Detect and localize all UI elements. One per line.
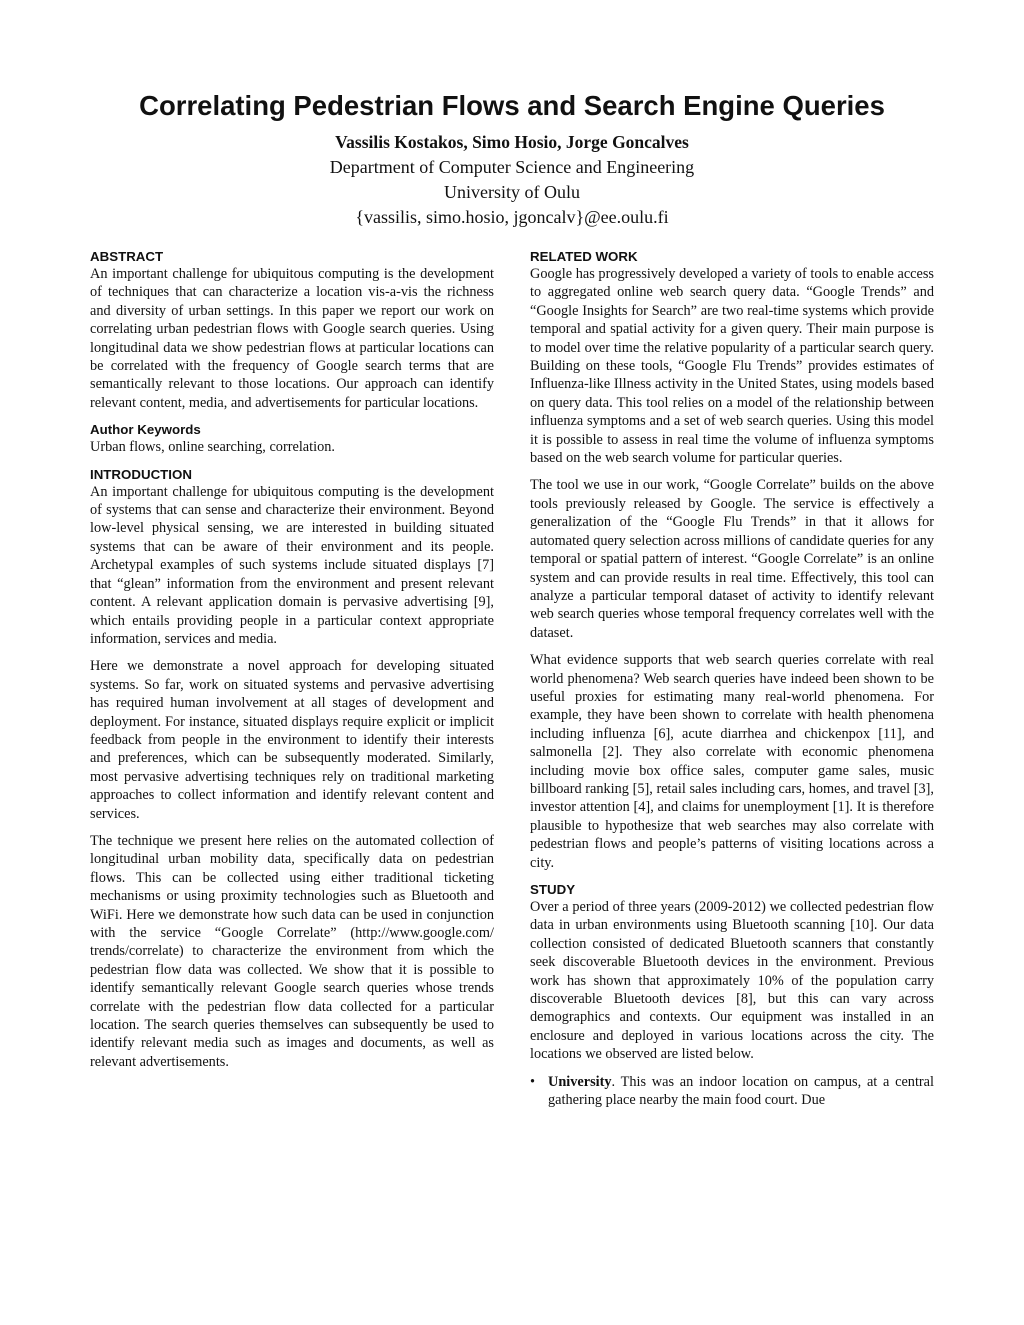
left-column [90, 248, 494, 1080]
list-item-term: University [548, 1073, 612, 1090]
introduction-paragraph: The technique we present here relies on the automated collection of longitudinal urban mobility data, specifically data on pedestrian flows. This can be collected using either traditional ticketing mechanisms or using proximity technologies such as Bluetooth and WiFi. Here we demonstrate how such data can be used in conjunction with the service “Google Correlate” (http://www.google.com/ trends/correlate) to characterize the environment from which the pedestrian flow data was collected. We show that it is possible to identify semantically relevant Google search queries whose trends correlate with the pedestrian flow data collected for a particular location. The search queries themselves can subsequently be used to identify relevant media such as images and documents, as well as relevant advertisements. [90, 832, 494, 1070]
keywords-heading: Author Keywords [90, 422, 201, 438]
related-work-paragraph: Google has progressively developed a variety of tools to enable access to aggregated online web search query data. “Google Trends” and “Google Insights for Search” are two real-time systems which provide temporal and spatial activity for a given query. Their main purpose is to model over time the relative popularity of a particular search query. Building on these tools, “Google Flu Trends” provides estimates of Influenza-like Illness activity in the United States, using models based on query data. This tool relies on a model of the relationship between influenza symptoms and a set of web search queries. Using this model it is possible to assess in real time the volume of influenza symptoms based on the web search volume for particular queries. [530, 266, 934, 467]
abstract-heading: ABSTRACT [90, 249, 164, 264]
bullet-icon: • [530, 1073, 536, 1090]
abstract-text: An important challenge for ubiquitous computing is the development of techniques that can characterize a location vis-a-vis the richness and diversity of urban settings. In this paper we report our work on correlating urban pedestrian flows with Google search queries. Using longitudinal data we show pedestrian flows at particular locations can be correlated with the frequency of Google search terms that are semantically relevant to those locations. Our approach can identify relevant content, media, and advertisements for particular locations. [90, 266, 494, 411]
affiliation-university: University of Oulu [444, 182, 580, 202]
author-names: Vassilis Kostakos, Simo Hosio, Jorge Goncalves [335, 132, 689, 152]
list-item-description: . This was an indoor location on campus, at a central gathering place nearby the main food court. Due [548, 1073, 934, 1109]
keywords-text: Urban flows, online searching, correlation. [90, 439, 335, 456]
study-paragraph: Over a period of three years (2009-2012) we collected pedestrian flow data in urban environments using Bluetooth scanning [10]. Our data collection consisted of dedicated Bluetooth scanners that constantly seek discoverable Bluetooth devices in the environment. Previous work has shown that approximately 10% of the population carry discoverable Bluetooth devices [8], but this can vary across demographics and contexts. Our equipment was installed in an enclosure and deployed in various locations across the city. The locations we observed are listed below. [530, 899, 934, 1063]
introduction-paragraph: An important challenge for ubiquitous computing is the development of systems that can sense and characterize their environment. Beyond low-level physical sensing, we are interested in building situated systems that can be aware of their environment and its people. Archetypal examples of such systems include situated displays [7] that “glean” information from the environment and present relevant content. A relevant application domain is pervasive advertising [9], which entails providing people in a particular context appropriate information, services and media. [90, 483, 494, 647]
affiliation-emails: {vassilis, simo.hosio, jgoncalv}@ee.oulu.fi [355, 207, 669, 227]
related-work-paragraph: The tool we use in our work, “Google Correlate” builds on the above tools previously released by Google. The service is effectively a generalization of the “Google Flu Trends” in that it allows for automated query selection across millions of candidate queries for any temporal or spatial pattern of interest. “Google Correlate” is an online system and can provide results in real time. Effectively, this tool can analyze a particular temporal dataset of activity to identify relevant web search queries whose temporal frequency correlates well with the dataset. [530, 477, 934, 641]
related-work-paragraph: What evidence supports that web search queries correlate with real world phenomena? Web search queries have indeed been shown to be useful proxies for estimating many real-world phenomena. For example, they have been shown to correlate with health phenomena including influenza [6], acute diarrhea and chickenpox [11], and salmonella [2]. They also correlate with economic phenomena including movie box office sales, computer game sales, music billboard ranking [5], retail sales including cars, homes, and travel [3], investor attention [4], and claims for unemployment [1]. It is therefore plausible to hypothesize that web searches may also correlate with pedestrian flows and people’s patterns of visiting locations across a city. [530, 652, 934, 871]
introduction-heading: INTRODUCTION [90, 466, 192, 482]
related-work-heading: RELATED WORK [530, 249, 638, 264]
affiliation-department: Department of Computer Science and Engineering [329, 157, 695, 177]
study-heading: STUDY [530, 882, 576, 897]
paper-title: Correlating Pedestrian Flows and Search Engine Queries [139, 90, 885, 121]
list-item [530, 1073, 934, 1110]
introduction-paragraph: Here we demonstrate a novel approach for developing situated systems. So far, work on situated systems and pervasive advertising has required human involvement at all stages of development and deployment. For instance, situated displays require explicit or implicit feedback from people in the environment to identify their interests and preferences, which can be subsequently moderated. Similarly, most pervasive advertising techniques rely on traditional marketing approaches to collect information and identify relevant content and services. [90, 658, 494, 822]
list-item-text [548, 1073, 934, 1110]
right-column [530, 248, 934, 1109]
